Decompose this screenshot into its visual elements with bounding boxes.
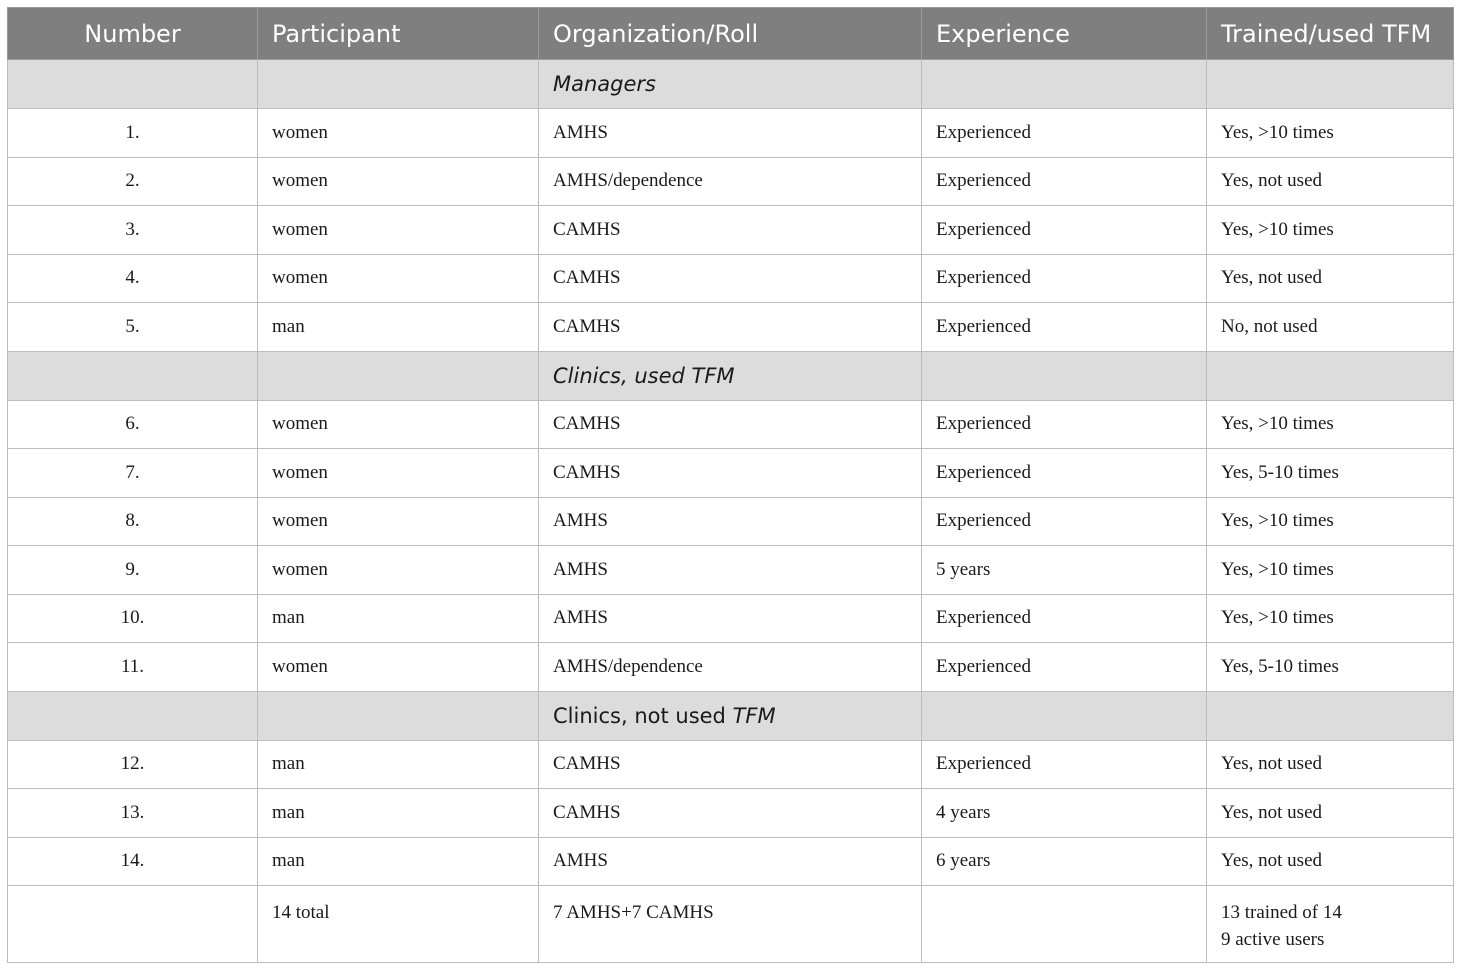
header-trained: Trained/used TFM [1207,8,1454,60]
table-row [8,400,1454,449]
cell-experience: Experienced [922,109,1207,158]
section-empty-cell [1207,691,1454,740]
participants-table [7,7,1454,963]
table-header [8,8,1454,60]
cell-experience: Experienced [922,206,1207,255]
section-row [8,60,1454,109]
header-participant: Participant [258,8,539,60]
cell-trained: Yes, not used [1207,157,1454,206]
cell-organization: AMHS [539,594,922,643]
cell-organization: AMHS [539,546,922,595]
total-experience [922,886,1207,963]
cell-participant: women [258,254,539,303]
section-empty-cell [258,60,539,109]
cell-participant: man [258,789,539,838]
cell-trained: Yes, >10 times [1207,594,1454,643]
cell-trained: Yes, not used [1207,740,1454,789]
cell-organization: AMHS/dependence [539,643,922,692]
total-trained-line2: 9 active users [1221,929,1325,950]
cell-number: 2. [8,157,258,206]
cell-participant: women [258,400,539,449]
cell-participant: man [258,837,539,886]
table-row [8,254,1454,303]
section-empty-cell [8,691,258,740]
cell-trained: Yes, >10 times [1207,206,1454,255]
section-label [539,351,922,400]
cell-trained: Yes, 5-10 times [1207,449,1454,498]
cell-participant: women [258,546,539,595]
cell-number: 1. [8,109,258,158]
table-body [8,60,1454,963]
cell-organization: CAMHS [539,303,922,352]
cell-participant: women [258,449,539,498]
total-trained [1207,886,1454,963]
cell-experience: 6 years [922,837,1207,886]
header-number: Number [8,8,258,60]
table-row [8,789,1454,838]
header-experience: Experience [922,8,1207,60]
cell-number: 8. [8,497,258,546]
cell-participant: women [258,497,539,546]
cell-participant: man [258,303,539,352]
section-empty-cell [8,351,258,400]
section-empty-cell [922,351,1207,400]
cell-trained: No, not used [1207,303,1454,352]
cell-trained: Yes, not used [1207,254,1454,303]
cell-number: 4. [8,254,258,303]
cell-experience: Experienced [922,594,1207,643]
cell-experience: 4 years [922,789,1207,838]
table-row [8,206,1454,255]
section-label [539,60,922,109]
cell-trained: Yes, >10 times [1207,400,1454,449]
section-label [539,691,922,740]
cell-participant: women [258,206,539,255]
section-label-italic: TFM [732,703,776,728]
table-row [8,594,1454,643]
cell-trained: Yes, >10 times [1207,546,1454,595]
cell-number: 12. [8,740,258,789]
cell-experience: Experienced [922,497,1207,546]
cell-organization: CAMHS [539,254,922,303]
cell-number: 9. [8,546,258,595]
cell-organization: CAMHS [539,740,922,789]
cell-organization: AMHS [539,109,922,158]
table-row [8,643,1454,692]
section-empty-cell [8,60,258,109]
cell-organization: CAMHS [539,789,922,838]
total-number [8,886,258,963]
section-row [8,351,1454,400]
cell-number: 6. [8,400,258,449]
cell-experience: Experienced [922,254,1207,303]
cell-experience: Experienced [922,449,1207,498]
cell-organization: AMHS/dependence [539,157,922,206]
cell-participant: women [258,109,539,158]
section-label-plain: Clinics, not used [553,703,733,728]
section-row [8,691,1454,740]
table-row [8,740,1454,789]
cell-organization: CAMHS [539,400,922,449]
header-row [8,8,1454,60]
table-row [8,157,1454,206]
cell-number: 5. [8,303,258,352]
cell-number: 10. [8,594,258,643]
total-participant: 14 total [258,886,539,963]
section-empty-cell [1207,351,1454,400]
total-row [8,886,1454,963]
section-label-italic: Managers [553,72,656,96]
table-row [8,303,1454,352]
cell-number: 11. [8,643,258,692]
cell-number: 3. [8,206,258,255]
cell-participant: women [258,643,539,692]
cell-number: 7. [8,449,258,498]
cell-trained: Yes, not used [1207,837,1454,886]
cell-participant: man [258,594,539,643]
section-empty-cell [258,691,539,740]
cell-experience: Experienced [922,400,1207,449]
table-row [8,837,1454,886]
cell-trained: Yes, not used [1207,789,1454,838]
header-organization: Organization/Roll [539,8,922,60]
cell-organization: CAMHS [539,449,922,498]
cell-trained: Yes, >10 times [1207,109,1454,158]
section-label-italic: Clinics, used TFM [553,363,735,388]
cell-experience: Experienced [922,740,1207,789]
section-empty-cell [258,351,539,400]
section-empty-cell [1207,60,1454,109]
cell-organization: AMHS [539,837,922,886]
total-trained-line1: 13 trained of 14 [1221,902,1342,923]
table-row [8,546,1454,595]
table-row [8,449,1454,498]
cell-organization: CAMHS [539,206,922,255]
cell-number: 14. [8,837,258,886]
cell-participant: women [258,157,539,206]
cell-participant: man [258,740,539,789]
cell-experience: Experienced [922,303,1207,352]
cell-organization: AMHS [539,497,922,546]
section-empty-cell [922,691,1207,740]
cell-trained: Yes, >10 times [1207,497,1454,546]
cell-experience: Experienced [922,643,1207,692]
total-organization: 7 AMHS+7 CAMHS [539,886,922,963]
section-empty-cell [922,60,1207,109]
cell-experience: Experienced [922,157,1207,206]
table-row [8,109,1454,158]
table-row [8,497,1454,546]
cell-experience: 5 years [922,546,1207,595]
cell-number: 13. [8,789,258,838]
cell-trained: Yes, 5-10 times [1207,643,1454,692]
